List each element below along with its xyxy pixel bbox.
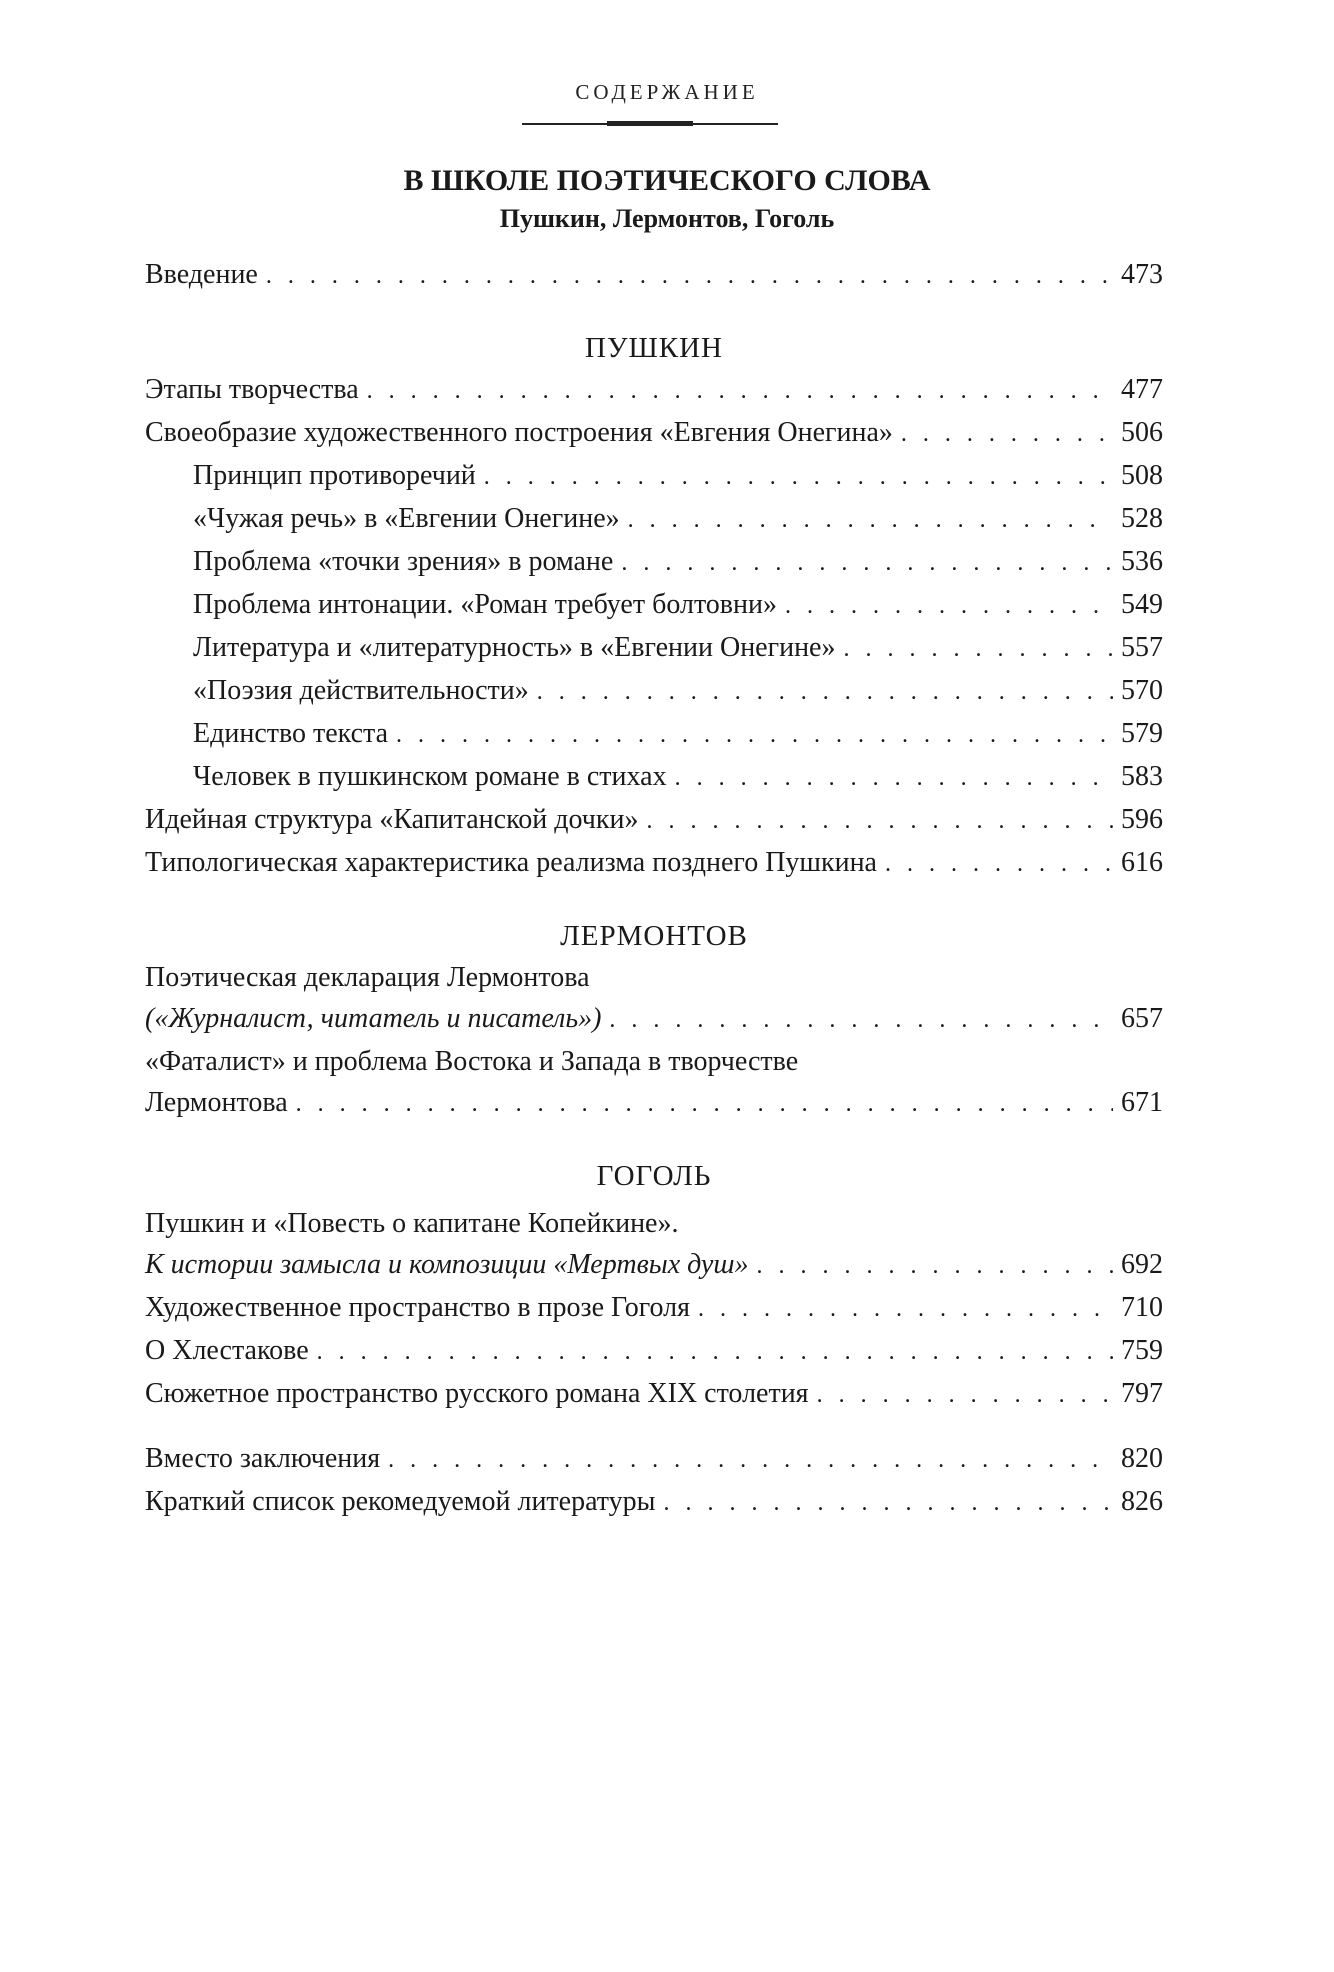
section-heading-gogol: ГОГОЛЬ <box>596 1160 712 1192</box>
dot-leader <box>537 672 1113 713</box>
toc-entry-title: Художественное пространство в прозе Гоголя <box>145 1292 691 1323</box>
toc-page-number: 528 <box>1121 503 1163 534</box>
toc-entry-first-line[interactable]: Пушкин и «Повесть о капитане Копейкине». <box>145 1208 679 1239</box>
toc-page-number: 616 <box>1121 847 1163 878</box>
dot-leader <box>621 543 1113 584</box>
running-head: СОДЕРЖАНИЕ <box>575 80 759 104</box>
toc-subentry[interactable] <box>145 756 1163 799</box>
toc-entry[interactable] <box>145 998 1163 1041</box>
toc-page-number: 692 <box>1121 1249 1163 1280</box>
toc-entry-title: Этапы творчества <box>145 374 359 405</box>
toc-page-number: 583 <box>1121 761 1163 792</box>
dot-leader <box>817 1375 1113 1416</box>
toc-subentry[interactable] <box>145 584 1163 627</box>
toc-entry[interactable] <box>145 412 1163 455</box>
dot-leader <box>698 1289 1113 1330</box>
toc-page-number: 477 <box>1121 374 1163 405</box>
toc-subentry[interactable] <box>145 455 1163 498</box>
dot-leader <box>396 715 1113 756</box>
toc-entry-title: Краткий список рекомедуемой литературы <box>145 1486 656 1517</box>
toc-subentry[interactable] <box>145 713 1163 756</box>
dot-leader <box>663 1483 1113 1524</box>
toc-entry-title: («Журналист, читатель и писатель») <box>145 1003 602 1034</box>
toc-entry-title: «Поэзия действительности» <box>193 675 529 706</box>
section-heading-lermontov: ЛЕРМОНТОВ <box>560 920 748 952</box>
toc-page-number: 549 <box>1121 589 1163 620</box>
toc-page-number: 826 <box>1121 1486 1163 1517</box>
toc-entry-title: Единство текста <box>193 718 389 749</box>
toc-subentry[interactable] <box>145 627 1163 670</box>
dot-leader <box>609 1000 1113 1041</box>
toc-page-number: 596 <box>1121 804 1163 835</box>
toc-entry-first-line[interactable]: Поэтическая декларация Лермонтова <box>145 962 590 993</box>
toc-entry[interactable] <box>145 1330 1163 1373</box>
toc-entry-title: Принцип противоречий <box>193 460 476 491</box>
toc-page-number: 671 <box>1121 1087 1163 1118</box>
toc-page-number: 710 <box>1121 1292 1163 1323</box>
toc-entry-title: Типологическая характеристика реализма позднего Пушкина <box>145 847 877 878</box>
toc-subentry[interactable] <box>145 498 1163 541</box>
toc-entry-intro[interactable] <box>145 254 1163 297</box>
rule-thick-bar <box>607 121 693 126</box>
toc-entry[interactable] <box>145 1082 1163 1125</box>
toc-page-number: 657 <box>1121 1003 1163 1034</box>
toc-entry[interactable] <box>145 369 1163 412</box>
dot-leader <box>675 758 1113 799</box>
toc-entry[interactable] <box>145 842 1163 885</box>
toc-page-number: 570 <box>1121 675 1163 706</box>
dot-leader <box>484 457 1113 498</box>
dot-leader <box>756 1246 1113 1287</box>
toc-page-number: 797 <box>1121 1378 1163 1409</box>
toc-entry-title: Проблема «точки зрения» в романе <box>193 546 614 577</box>
dot-leader <box>388 1440 1113 1481</box>
dot-leader <box>296 1084 1113 1125</box>
toc-entry[interactable] <box>145 1287 1163 1330</box>
toc-entry-title: К истории замысла и композиции «Мертвых душ» <box>145 1249 749 1280</box>
toc-page-number: 557 <box>1121 632 1163 663</box>
dot-leader <box>266 256 1113 297</box>
toc-entry[interactable] <box>145 1481 1163 1524</box>
toc-entry-title: Введение <box>145 259 258 290</box>
toc-entry-title: О Хлестакове <box>145 1335 309 1366</box>
toc-entry-title: «Чужая речь» в «Евгении Онегине» <box>193 503 620 534</box>
toc-page-number: 473 <box>1121 259 1163 290</box>
toc-entry-title: Лермонтова <box>145 1087 288 1118</box>
toc-page-number: 820 <box>1121 1443 1163 1474</box>
toc-page-number: 536 <box>1121 546 1163 577</box>
toc-entry-title: Человек в пушкинском романе в стихах <box>193 761 667 792</box>
toc-page-number: 579 <box>1121 718 1163 749</box>
toc-entry-first-line[interactable]: «Фаталист» и проблема Востока и Запада в творчестве <box>145 1046 799 1077</box>
section-heading-pushkin: ПУШКИН <box>585 332 723 364</box>
toc-entry-title: Идейная структура «Капитанской дочки» <box>145 804 639 835</box>
dot-leader <box>646 801 1113 842</box>
dot-leader <box>317 1332 1113 1373</box>
book-subtitle: Пушкин, Лермонтов, Гоголь <box>499 204 835 233</box>
toc-page-number: 506 <box>1121 417 1163 448</box>
ornamental-rule <box>522 122 778 125</box>
table-of-contents <box>145 254 1163 1524</box>
toc-entry[interactable] <box>145 1373 1163 1416</box>
book-title: В ШКОЛЕ ПОЭТИЧЕСКОГО СЛОВА <box>403 164 931 197</box>
dot-leader <box>885 844 1113 885</box>
dot-leader <box>367 371 1113 412</box>
dot-leader <box>628 500 1113 541</box>
toc-entry-title: Литература и «литературность» в «Евгении Онегине» <box>193 632 836 663</box>
toc-entry[interactable] <box>145 1244 1163 1287</box>
toc-page-number: 508 <box>1121 460 1163 491</box>
toc-entry-title: Сюжетное пространство русского романа XIX столетия <box>145 1378 809 1409</box>
toc-entry-title: Проблема интонации. «Роман требует болтовни» <box>193 589 777 620</box>
toc-entry-title: Своеобразие художественного построения «Евгения Онегина» <box>145 417 893 448</box>
dot-leader <box>843 629 1113 670</box>
toc-subentry[interactable] <box>145 670 1163 713</box>
toc-subentry[interactable] <box>145 541 1163 584</box>
toc-entry-title: Вместо заключения <box>145 1443 381 1474</box>
dot-leader <box>785 586 1113 627</box>
toc-page-number: 759 <box>1121 1335 1163 1366</box>
toc-entry[interactable] <box>145 1438 1163 1481</box>
toc-entry[interactable] <box>145 799 1163 842</box>
dot-leader <box>901 414 1113 455</box>
